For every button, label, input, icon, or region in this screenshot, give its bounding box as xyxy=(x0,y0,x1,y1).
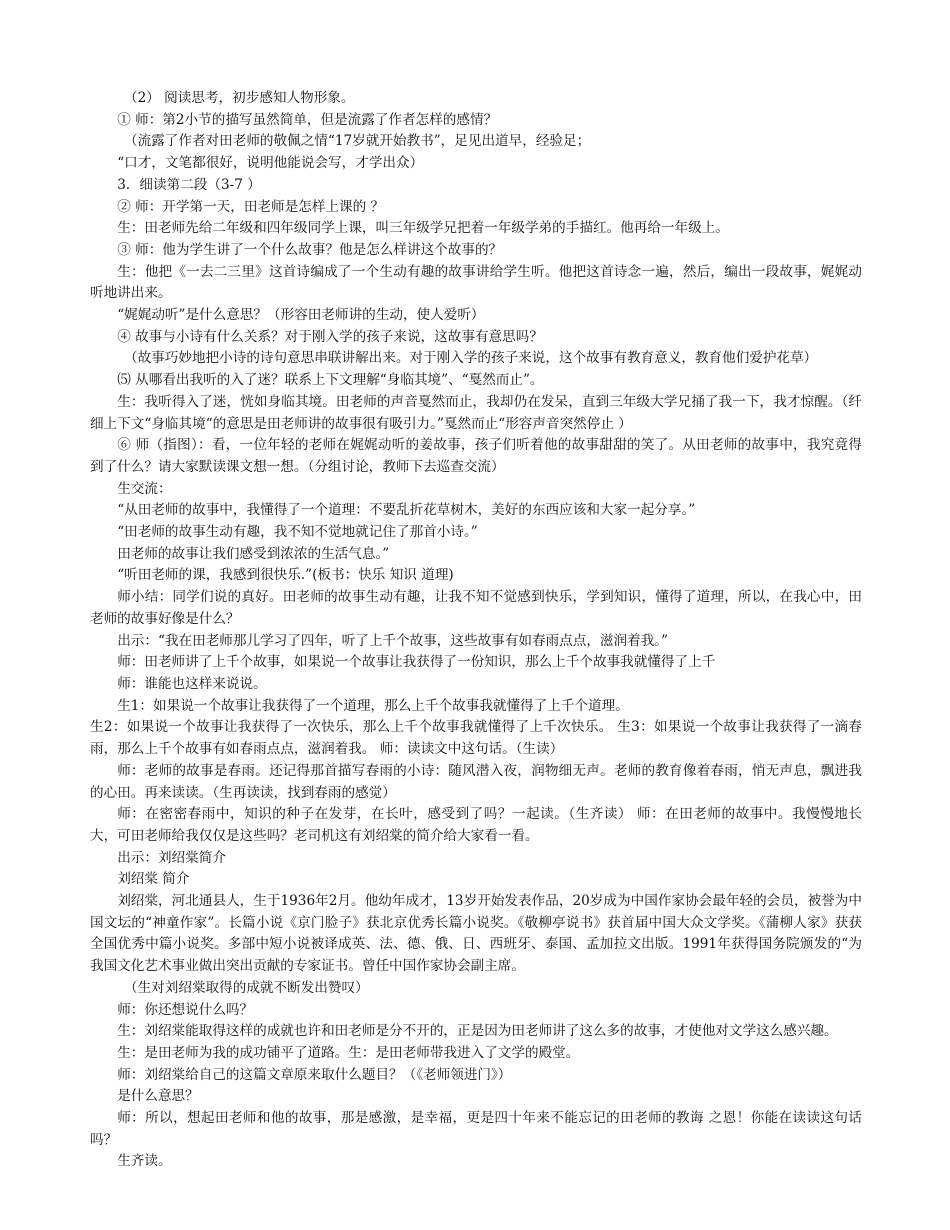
teacher-followup: 师：你还想说什么吗？ xyxy=(117,1001,254,1018)
teacher-spring-rain: 师：老师的故事是春雨。还记得那首描写春雨的小诗：随风潜入夜，润物细无声。老师的教育像着春雨，悄无声息，飘进我的心田。再来读读。（生再读读，找到春雨的感觉） xyxy=(90,762,862,801)
students-read-together: 生齐读。 xyxy=(117,1153,172,1170)
bio-title: 刘绍棠 简介 xyxy=(117,871,190,888)
document-page xyxy=(90,88,862,1173)
student-answer-2: 生：田老师先给二年级和四年级同学上课，叫三年级学兄把着一年级学弟的手描红。他再给一年级上。 xyxy=(117,220,729,237)
answer-note-4: （故事巧妙地把小诗的诗句意思串联讲解出来。对于刚入学的孩子来说，这个故事有教育意义，教育他们爱护花草） xyxy=(124,350,818,367)
student-quote-3: 田老师的故事让我们感受到浓浓的生活气息。” xyxy=(117,545,390,562)
answer-note-1: （流露了作者对田老师的敬佩之情“17岁就开始教书”，足见出道早，经验足； xyxy=(124,133,591,150)
student-quote-4: “听田老师的课，我感到很快乐.”(板书：快乐 知识 道理) xyxy=(117,567,454,584)
student-exchange-label: 生交流： xyxy=(117,480,172,497)
student-2-3-answers: 生2：如果说一个故事让我获得了一次快乐，那么上千个故事我就懂得了上千次快乐。 生3：如果说一个故事让我获得了一滴春雨，那么上千个故事有如春雨点点，滋润着我。 师：读读文中这句话。（生读） xyxy=(90,719,862,758)
section-heading-reading: （2） 阅读思考，初步感知人物形象。 xyxy=(124,90,355,106)
teacher-transition: 师：在密密春雨中，知识的种子在发芽，在长叶，感受到了吗？一起读。（生齐读） 师：在田老师的故事中。我慢慢地长大，可田老师给我仅仅是这些吗？老司机这有刘绍棠的简介给大家看一看。 xyxy=(90,806,862,844)
teacher-summary: 师小结：同学们说的真好。田老师的故事生动有趣，让我不知不觉感到快乐，学到知识，懂得了道理，所以，在我心中，田老师的故事好像是什么？ xyxy=(90,589,862,627)
section-heading-detail: 3．细读第二段（3-7 ） xyxy=(117,176,261,193)
teacher-question-3: ③ 师：他为学生讲了一个什么故事？他是怎么样讲这个故事的？ xyxy=(117,241,503,258)
teacher-question-5: ⑸ 从哪看出我听的入了迷？联系上下文理解“身临其境”、“戛然而止”。 xyxy=(117,372,544,389)
display-bio-heading: 出示：刘绍棠简介 xyxy=(117,849,226,866)
student-reaction: （生对刘绍棠取得的成就不断发出赞叹） xyxy=(124,979,369,996)
teacher-question-4: ④ 故事与小诗有什么关系？对于刚入学的孩子来说，这故事有意思吗？ xyxy=(117,328,543,345)
student-answer-5: 生：我听得入了迷，恍如身临其境。田老师的声音戛然而止，我却仍在发呆，直到三年级大学兄捅了我一下，我才惊醒。（纤细上下文“身临其境“的意思是田老师讲的故事很有吸引力。”戛然而止“形容声音突然停止 ） xyxy=(90,393,862,432)
teacher-title-question: 师：刘绍棠给自己的这篇文章原来取什么题目？（《老师领进门》） xyxy=(117,1066,512,1083)
teacher-question-6: ⑥ 师（指图）：看，一位年轻的老师在娓娓动听的姜故事，孩子们听着他的故事甜甜的笑了。从田老师的故事中，我究竟得到了什么？请大家默读课文想一想。（分组讨论，教师下去巡查交流） xyxy=(90,437,862,475)
teacher-prompt: 师：谁能也这样来说说。 xyxy=(117,675,267,692)
teacher-conclusion: 师：所以，想起田老师和他的故事，那是感激，是幸福，更是四十年来不能忘记的田老师的教诲 之恩！你能在读读这句话吗？ xyxy=(90,1110,862,1148)
term-explanation: “娓娓动听”是什么意思？（形容田老师讲的生动，使人爱听） xyxy=(117,307,485,324)
student-answer-3: 生：他把《一去二三里》这首诗编成了一个生动有趣的故事讲给学生听。他把这首诗念一遍，然后，编出一段故事，娓娓动听地讲出来。 xyxy=(90,263,862,302)
display-quote: 出示：“我在田老师那儿学习了四年，听了上千个故事，这些故事有如春雨点点，滋润着我。” xyxy=(117,632,669,649)
student-reflection-1: 生：刘绍棠能取得这样的成就也许和田老师是分不开的，正是因为田老师讲了这么多的故事，才使他对文学这么感兴趣。 xyxy=(117,1023,838,1040)
answer-note-2: “口才，文笔都很好，说明他能说会写，才学出众） xyxy=(117,155,424,172)
teacher-question-1: ① 师：第2小节的描写虽然简单，但是流露了作者怎样的感情？ xyxy=(117,111,498,128)
teacher-question-2: ② 师：开学第一天，田老师是怎样上课的 ？ xyxy=(117,198,385,215)
bio-text: 刘绍棠，河北通县人，生于1936年2月。他幼年成才，13岁开始发表作品，20岁成为中国作家协会最年轻的会员，被誉为中国文坛的“神童作家”。长篇小说《京门脸子》获北京优秀长篇小说奖。《敬柳亭说书》获首届中国大众文学奖。《蒲柳人家》获获全国优秀中篇小说奖。多部中短小说被译成英、法、德、俄、日、西班牙、泰国、孟加拉文出版。1991年获得国务院颁发的“为我国文化艺术事业做出突出贡献的专家证书。曾任中国作家协会副主席。 xyxy=(90,893,862,975)
student-reflection-2: 生：是田老师为我的成功铺平了道路。生：是田老师带我进入了文学的殿堂。 xyxy=(117,1044,580,1061)
meaning-question: 是什么意思？ xyxy=(117,1088,199,1105)
teacher-example: 师：田老师讲了上千个故事，如果说一个故事让我获得了一份知识，那么上千个故事我就懂得了上千 xyxy=(117,654,716,671)
student-1-answer: 生1：如果说一个故事让我获得了一个道理，那么上千个故事我就懂得了上千个道理。 xyxy=(117,697,629,714)
student-quote-1: “从田老师的故事中，我懂得了一个道理：不要乱折花草树木，美好的东西应该和大家一起分享。” xyxy=(117,502,696,519)
student-quote-2: “田老师的故事生动有趣，我不知不觉地就记住了那首小诗。” xyxy=(117,524,478,541)
